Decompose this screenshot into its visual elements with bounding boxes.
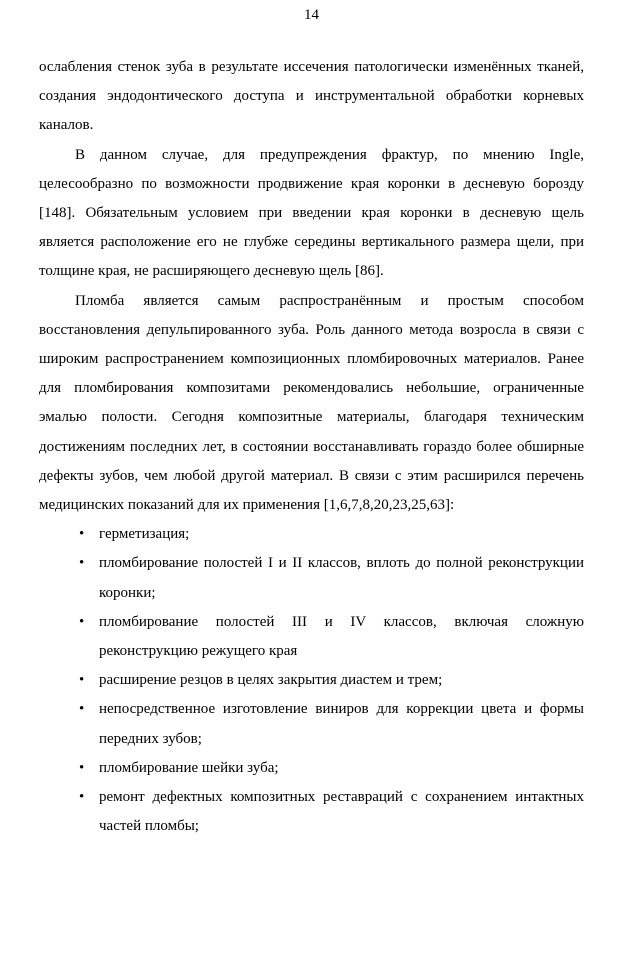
bullet-icon: •	[79, 613, 85, 630]
paragraph-crown-margin: В данном случае, для предупреждения фрактур, по мнению Ingle, целесообразно по возможности продвижение края коронки в десневую борозду [148]. Обязательным условием при введении края коронки в десневую щель является расположение его не глубже середины вертикального размера щели, при толщине края, не расширяющего десневую щель [86].	[39, 146, 584, 280]
list-item	[39, 520, 584, 549]
list-item	[39, 754, 584, 783]
list-item-text: расширение резцов в целях закрытия диастем и трем;	[99, 672, 443, 689]
list-item-text: ремонт дефектных композитных реставраций с сохранением интактных частей пломбы;	[99, 789, 584, 835]
bullet-icon: •	[79, 759, 85, 776]
list-item-text: герметизация;	[99, 526, 190, 543]
paragraph-filling: Пломба является самым распространённым и простым способом восстановления депульпированного зуба. Роль данного метода возросла в связи с широким распространением композиционных пломбировочных материалов. Ранее для пломбирования композитами рекомендовались небольшие, ограниченные эмалью полости. Сегодня композитные материалы, благодаря техническим достижениям последних лет, в состоянии восстанавливать гораздо более обширные дефекты зубов, чем любой другой материал. В связи с этим расширился перечень медицинских показаний для их применения [1,6,7,8,20,23,25,63]:	[39, 292, 584, 514]
page-body	[39, 53, 584, 841]
list-item	[39, 608, 584, 666]
paragraph-continuation: ослабления стенок зуба в результате иссечения патологически изменённых тканей, создания эндодонтического доступа и инструментальной обработки корневых каналов.	[39, 59, 584, 134]
bullet-icon: •	[79, 701, 85, 718]
bullet-icon: •	[79, 526, 85, 543]
list-item	[39, 783, 584, 841]
list-item	[39, 695, 584, 753]
list-item-text: пломбирование полостей III и IV классов, включая сложную реконструкцию режущего края	[99, 613, 584, 660]
list-item-text: пломбирование шейки зуба;	[99, 759, 279, 776]
page-number: 14	[304, 7, 319, 23]
bullet-icon: •	[79, 555, 85, 572]
bullet-icon: •	[79, 789, 85, 806]
indications-list	[39, 520, 584, 841]
list-item	[39, 549, 584, 607]
list-item	[39, 666, 584, 695]
bullet-icon: •	[79, 672, 85, 689]
list-item-text: непосредственное изготовление виниров для коррекции цвета и формы передних зубов;	[99, 701, 584, 747]
list-item-text: пломбирование полостей I и II классов, вплоть до полной реконструкции коронки;	[99, 555, 584, 601]
